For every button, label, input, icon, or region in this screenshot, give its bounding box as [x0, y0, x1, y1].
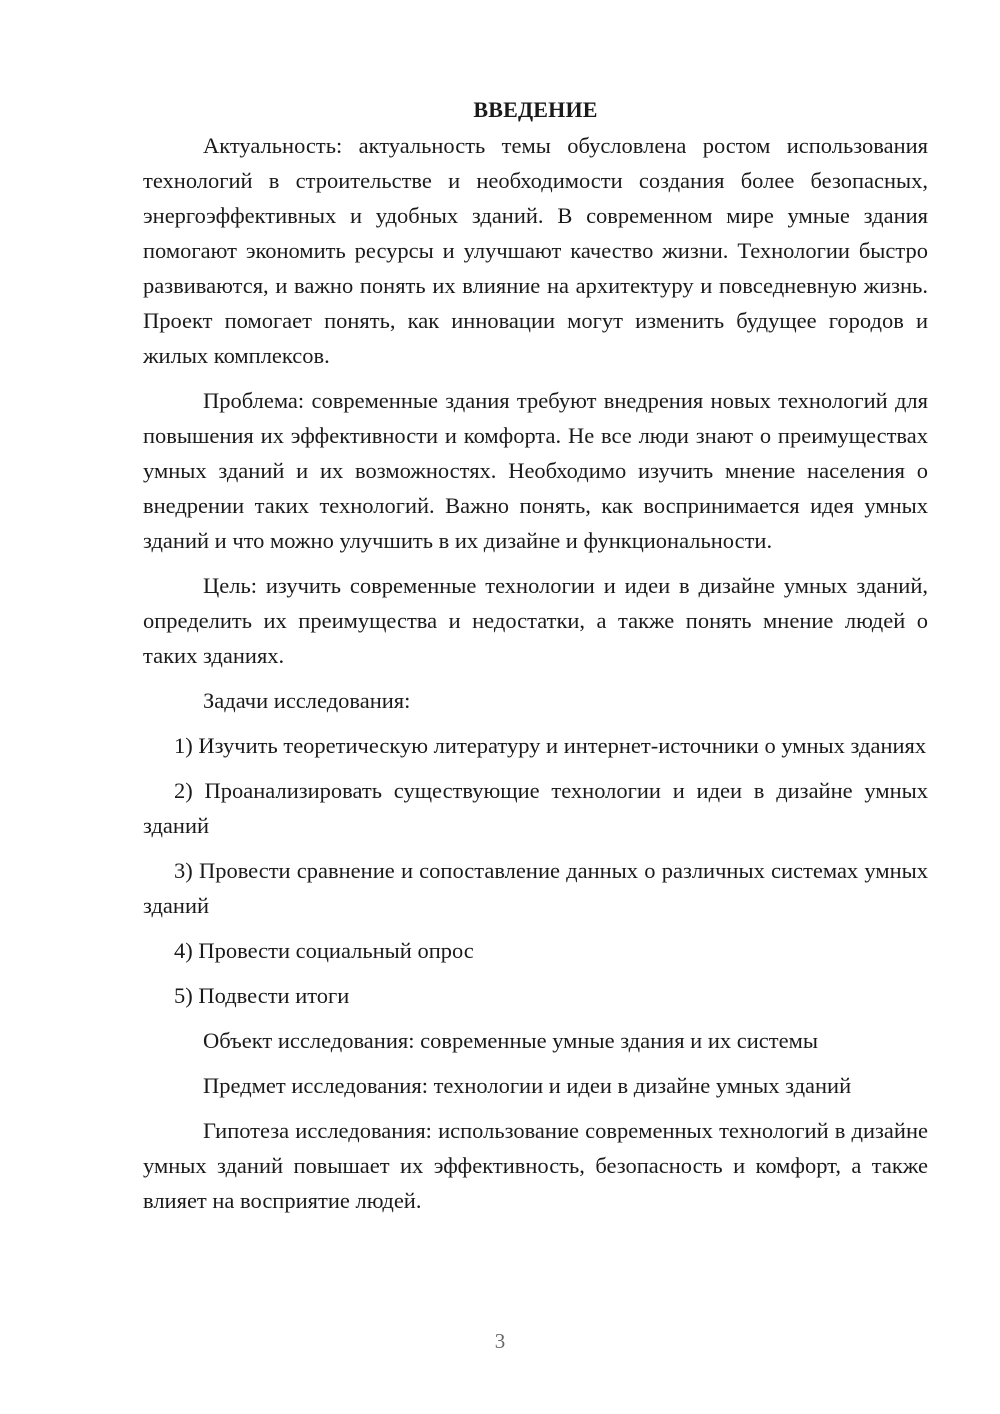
research-subject: Предмет исследования: технологии и идеи в дизайне умных зданий — [203, 1073, 852, 1098]
task-item-1: 1) Изучить теоретическую литературу и интернет-источники о умных зданиях — [174, 733, 927, 758]
page-number: 3 — [494, 1329, 506, 1353]
paragraph-relevance: Актуальность: актуальность темы обусловлена ростом использования технологий в строительстве и необходимости создания более безопасных, энергоэффективных и удобных зданий. В современном мире умные здания помогают экономить ресурсы и улучшают качество жизни. Технологии быстро развиваются, и важно понять их влияние на архитектуру и повседневную жизнь. Проект помогает понять, как инновации могут изменить будущее городов и жилых комплексов. — [143, 133, 928, 368]
task-item-4: 4) Провести социальный опрос — [174, 938, 474, 963]
page-title: ВВЕДЕНИЕ — [473, 97, 598, 122]
task-item-5: 5) Подвести итоги — [174, 983, 350, 1008]
tasks-heading: Задачи исследования: — [203, 688, 411, 713]
research-object: Объект исследования: современные умные здания и их системы — [203, 1028, 818, 1053]
research-hypothesis: Гипотеза исследования: использование современных технологий в дизайне умных зданий повышает их эффективность, безопасность и комфорт, а также влияет на восприятие людей. — [143, 1118, 928, 1213]
document-page — [143, 92, 928, 1228]
paragraph-goal: Цель: изучить современные технологии и идеи в дизайне умных зданий, определить их преимущества и недостатки, а также понять мнение людей о таких зданиях. — [143, 573, 928, 668]
task-item-2: 2) Проанализировать существующие технологии и идеи в дизайне умных зданий — [143, 778, 928, 838]
task-item-3: 3) Провести сравнение и сопоставление данных о различных системах умных зданий — [143, 858, 928, 918]
paragraph-problem: Проблема: современные здания требуют внедрения новых технологий для повышения их эффективности и комфорта. Не все люди знают о преимуществах умных зданий и их возможностях. Необходимо изучить мнение населения о внедрении таких технологий. Важно понять, как воспринимается идея умных зданий и что можно улучшить в их дизайне и функциональности. — [143, 388, 928, 553]
